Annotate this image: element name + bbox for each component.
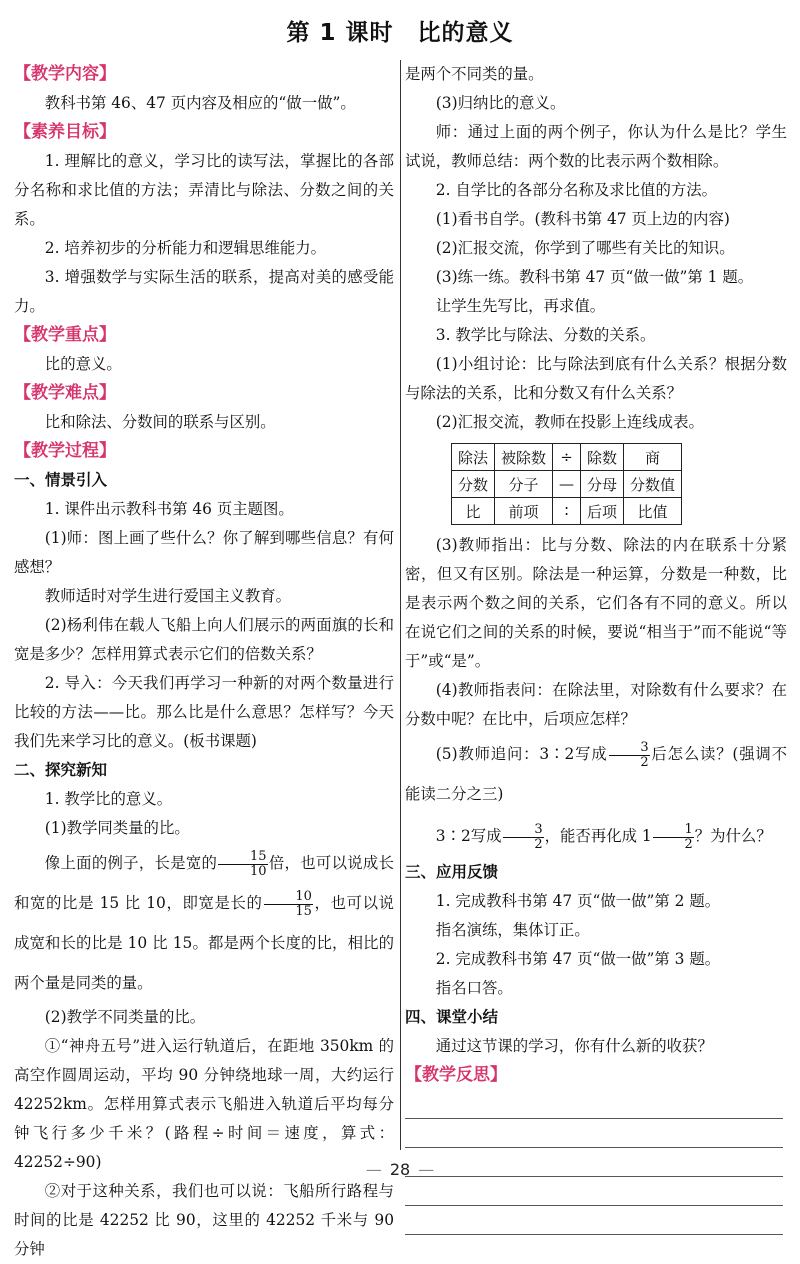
paragraph-with-fractions [14, 843, 394, 1003]
goal-3: 3. 增强数学与实际生活的联系，提高对美的感受能力。 [14, 268, 394, 315]
fraction [503, 823, 544, 852]
denominator: 15 [295, 903, 312, 919]
table-cell: ÷ [553, 444, 581, 471]
paragraph: 教师适时对学生进行爱国主义教育。 [44, 587, 292, 605]
fraction [609, 741, 650, 770]
heading-intro: 一、情景引入 [14, 471, 108, 489]
content-text: 教科书第 46、47 页内容及相应的“做一做”。 [44, 94, 356, 112]
paragraph: 通过这节课的学习，你有什么新的收获？ [435, 1037, 713, 1055]
paragraph: 3. 教学比与除法、分数的关系。 [435, 326, 656, 344]
table-cell: 分子 [495, 471, 553, 498]
heading-apply: 三、应用反馈 [405, 863, 499, 881]
writing-line[interactable] [405, 1090, 783, 1119]
paragraph: (3)练一练。教科书第 47 页“做一做”第 1 题。 [435, 268, 754, 286]
page-number: 28 [389, 1160, 411, 1179]
section-tag-key-points: 【教学重点】 [14, 325, 116, 345]
paragraph: 1. 课件出示教科书第 46 页主题图。 [44, 500, 294, 518]
writing-line[interactable] [405, 1119, 783, 1148]
text-span: 倍，也可以说成长和宽的比是 15 比 10，即宽是长的 [14, 854, 394, 912]
paragraph: 是两个不同类的量。 [405, 65, 544, 83]
writing-line[interactable] [405, 1177, 783, 1206]
paragraph: 让学生先写比，再求值。 [435, 297, 606, 315]
paragraph: (1)看书自学。(教科书第 47 页上边的内容) [435, 210, 730, 228]
table-cell: — [553, 471, 581, 498]
paragraph: (2)汇报交流，教师在投影上连线成表。 [435, 413, 704, 431]
paragraph: (2)杨利伟在载人飞船上向人们展示的两面旗的长和宽是多少？怎样用算式表示它们的倍数关系？ [14, 616, 394, 663]
paragraph-with-fraction [405, 814, 787, 858]
text-span: ？为什么？ [694, 827, 772, 845]
paragraph: 1. 完成教科书第 47 页“做一做”第 2 题。 [435, 892, 721, 910]
goal-2: 2. 培养初步的分析能力和逻辑思维能力。 [44, 239, 327, 257]
paragraph: (1)师：图上画了些什么？你了解到哪些信息？有何感想？ [14, 529, 394, 576]
denominator: 2 [640, 754, 649, 770]
section-tag-content: 【教学内容】 [14, 64, 116, 84]
difficulty-text: 比和除法、分数间的联系与区别。 [44, 413, 276, 431]
table-cell: 后项 [581, 498, 624, 525]
numerator: 3 [609, 741, 650, 756]
table-cell: 被除数 [495, 444, 553, 471]
paragraph: (4)教师指表问：在除法里，对除数有什么要求？在分数中呢？在比中，后项应怎样？ [405, 681, 787, 728]
section-tag-reflection: 【教学反思】 [405, 1065, 507, 1085]
text-span: 后怎么读？(强调不能读二分之三) [405, 745, 787, 803]
footer-dash: — [365, 1160, 382, 1179]
table-row [452, 471, 682, 498]
paragraph: (1)教学同类量的比。 [44, 819, 190, 837]
column-divider [400, 60, 401, 1150]
paragraph: ①“神舟五号”进入运行轨道后，在距地 350km 的高空作圆周运动，平均 90 分钟绕地球一周，大约运行 42252km。怎样用算式表示飞船进入轨道后平均每分钟飞行多少千米？(路程÷时间＝速度，算式：42252÷90) [14, 1037, 394, 1171]
section-tag-difficulties: 【教学难点】 [14, 383, 116, 403]
paragraph: 2. 导入：今天我们再学习一种新的对两个数量进行比较的方法——比。那么比是什么意思？怎样写？今天我们先来学习比的意义。(板书课题) [14, 674, 394, 750]
paragraph: (3)教师指出：比与分数、除法的内在联系十分紧密，但又有区别。除法是一种运算，分数是一种数，比是表示两个数之间的关系，它们各有不同的意义。所以在说它们之间的关系的时候，要说“相当于”而不能说“等于”或“是”。 [405, 536, 787, 670]
text-span: 像上面的例子，长是宽的 [44, 854, 218, 872]
section-tag-process: 【教学过程】 [14, 441, 116, 461]
table-cell: 分母 [581, 471, 624, 498]
goal-1: 1. 理解比的意义，学习比的读写法，掌握比的各部分名称和求比值的方法；弄清比与除法、分数之间的关系。 [14, 152, 394, 228]
paragraph: (2)教学不同类量的比。 [44, 1008, 206, 1026]
table-cell: 分数 [452, 471, 495, 498]
right-column [405, 60, 787, 1235]
paragraph: ②对于这种关系，我们也可以说：飞船所行路程与时间的比是 42252 比 90，这里的 42252 千米与 90 分钟 [14, 1182, 394, 1258]
denominator: 10 [250, 863, 267, 879]
section-tag-goals: 【素养目标】 [14, 122, 116, 142]
fraction [653, 823, 694, 852]
paragraph: 指名演练，集体订正。 [435, 921, 590, 939]
numerator: 3 [503, 823, 544, 838]
text-span: ，也可以说成宽和长的比是 10 比 15。都是两个长度的比，相比的两个量是同类的量。 [14, 894, 394, 992]
fraction [264, 890, 313, 919]
table-cell: 前项 [495, 498, 553, 525]
table-cell: ∶ [553, 498, 581, 525]
paragraph-with-fraction [405, 734, 787, 814]
table-cell: 比 [452, 498, 495, 525]
text-span: (5)教师追问：3∶2写成 [435, 745, 608, 763]
left-column [14, 60, 394, 1264]
numerator: 1 [653, 823, 694, 838]
fraction [218, 850, 267, 879]
table-cell: 除数 [581, 444, 624, 471]
text-span: 3∶2写成 [435, 827, 502, 845]
paragraph: 2. 完成教科书第 47 页“做一做”第 3 题。 [435, 950, 721, 968]
table-cell: 商 [624, 444, 682, 471]
key-point-text: 比的意义。 [44, 355, 122, 373]
numerator: 10 [264, 890, 313, 905]
paragraph: (2)汇报交流，你学到了哪些有关比的知识。 [435, 239, 735, 257]
page-title: 第 1 课时 比的意义 [286, 20, 514, 46]
paragraph: 2. 自学比的各部分名称及求比值的方法。 [435, 181, 718, 199]
paragraph: 1. 教学比的意义。 [44, 790, 173, 808]
denominator: 2 [684, 836, 693, 852]
paragraph: (1)小组讨论：比与除法到底有什么关系？根据分数与除法的关系，比和分数又有什么关系？ [405, 355, 787, 402]
paragraph: 师：通过上面的两个例子，你认为什么是比？学生试说，教师总结：两个数的比表示两个数相除。 [405, 123, 787, 170]
heading-summary: 四、课堂小结 [405, 1008, 499, 1026]
table-cell: 除法 [452, 444, 495, 471]
writing-line[interactable] [405, 1206, 783, 1235]
table-row [452, 444, 682, 471]
denominator: 2 [534, 836, 543, 852]
table-row [452, 498, 682, 525]
text-span: ，能否再化成 1 [544, 827, 652, 845]
page-footer [0, 1160, 800, 1179]
footer-dash: — [418, 1160, 435, 1179]
numerator: 15 [218, 850, 267, 865]
table-cell: 分数值 [624, 471, 682, 498]
relation-table [451, 443, 682, 525]
heading-explore: 二、探究新知 [14, 761, 108, 779]
paragraph: 指名口答。 [435, 979, 513, 997]
table-cell: 比值 [624, 498, 682, 525]
paragraph: (3)归纳比的意义。 [435, 94, 566, 112]
